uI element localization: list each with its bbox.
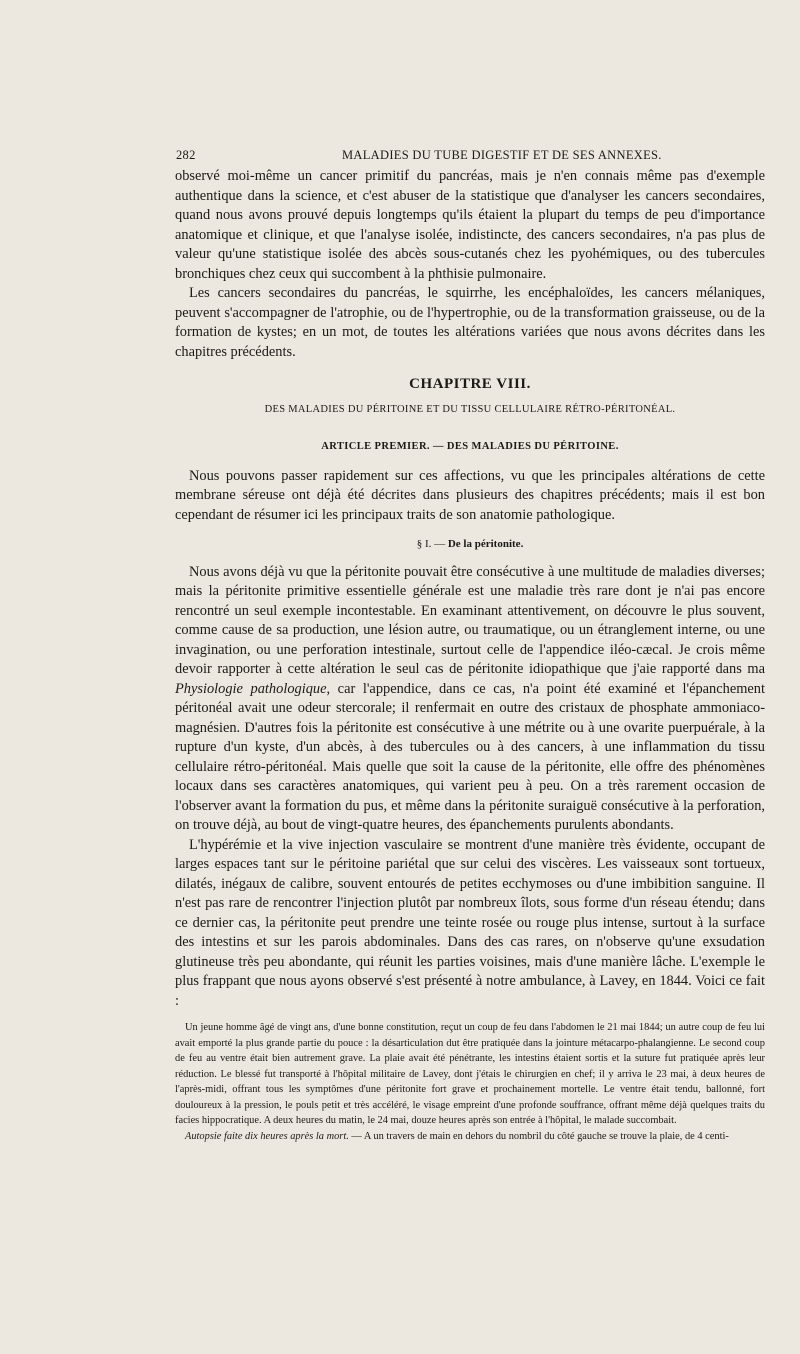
- section-heading: [175, 535, 765, 555]
- section-title: De la péritonite.: [447, 538, 524, 550]
- running-title: MALADIES DU TUBE DIGESTIF ET DE SES ANNEXES.: [342, 148, 662, 162]
- page-number: 282: [176, 148, 196, 162]
- paragraph-pancreas-cancers: Les cancers secondaires du pancréas, le squirrhe, les encéphaloïdes, les cancers mélaniques, peuvent s'accompagner de l'atrophie, ou de l'hypertrophie, ou de la transformation graisseuse, ou de la formation de kystes; en un mot, de toutes les altérations variées que nous avons décrites dans les chapitres précédents.: [175, 285, 765, 360]
- book-title-italic: Physiologie pathologique: [175, 680, 327, 697]
- article-title: ARTICLE PREMIER. — DES MALADIES DU PÉRITOINE.: [321, 441, 619, 452]
- running-header: [176, 148, 764, 168]
- autopsy-heading: Autopsie faite dix heures après la mort.: [185, 1130, 349, 1142]
- case-observation: [175, 1020, 765, 1144]
- paragraph-continuation: observé moi-même un cancer primitif du pancréas, mais je n'en connais même pas d'exemple authentique dans la science, et c'est abuser de la statistique que d'analyser les cancers secondaires, quand nous avons prouvé depuis longtemps qu'ils étaient la plupart du temps de peu d'importance anatomique et clinique, et que l'analyse isolée, indistincte, des cancers secondaires, n'a pas plus de valeur qu'une statistique isolée des abcès sous-cutanés chez les pyohémiques, ou des tubercules bronchiques chez ceux qui succombent à la phthisie pulmonaire.: [175, 168, 765, 282]
- text-run: , car l'appendice, dans ce cas, n'a point été examiné et l'épanchement péritonéal avait une odeur stercorale; il renfermait en outre des cristaux de phosphate ammoniaco-magnésien. D'autres fois la péritonite est consécutive à une métrite ou à une ovarite puerpuérale, à la rupture d'un kyste, d'un abcès, à des tubercules ou à des cancers, à une inflammation du tissu cellulaire rétro-péritonéal. Mais quelle que soit la cause de la péritonite, elle offre des phénomènes locaux dans ses caractères anatomiques, qui varient peu à peu. On a très rarement occasion de l'observer avant la formation du pus, et même dans la péritonite suraiguë consécutive à la perforation, on trouve déjà, au bout de vingt-quatre heures, des épanchements purulents abondants.: [175, 680, 765, 833]
- autopsy-line: [175, 1129, 765, 1145]
- case-text: Un jeune homme âgé de vingt ans, d'une bonne constitution, reçut un coup de feu dans l'abdomen le 21 mai 1844; un autre coup de feu lui avait emporté la plus grande partie du pouce : la désarticulation dut être pratiquée dans la jointure métacarpo-phalangienne. Le second coup de feu au ventre était bien autrement grave. La plaie avait été pénétrante, les intestins étaient sortis et la suture fut pratiquée après leur réduction. Le blessé fut transporté à l'hôpital militaire de Lavey, dont j'étais le chirurgien en chef; il y arriva le 23 mai, à deux heures de l'après-midi, offrant tous les symptômes d'une péritonite fort grave et prochainement mortelle. Le ventre était tendu, ballonné, fort douloureux à la pression, le pouls petit et très accéléré, le visage empreint d'une profonde souffrance, offrant même déjà quelques traits du facies hippocratique. A deux heures du matin, le 24 mai, douze heures après son entrée à l'hôpital, le malade succombait.: [175, 1022, 765, 1126]
- paragraph-hyperemie: L'hypérémie et la vive injection vasculaire se montrent d'une manière très évidente, occupant de larges espaces tant sur le péritoine pariétal que sur celui des viscères. Les vaisseaux sont tortueux, dilatés, inégaux de calibre, souvent entourés de petites ecchymoses ou d'une imbibition sanguine. Il n'est pas rare de rencontrer l'injection plutôt par nombreux îlots, sous forme d'un réseau étendu; dans ce dernier cas, la péritonite peut prendre une teinte rosée ou rouge plus intense, surtout à la surface des intestins et sur les parois abdominales. Dans des cas rares, on n'observe qu'une exsudation glutineuse très peu abondante, qui réunit les parties voisines, mais d'une manière lâche. L'exemple le plus frappant que nous ayons observé s'est présenté à notre ambulance, à Lavey, en 1844. Voici ce fait :: [175, 836, 765, 1009]
- chapter-subtitle: DES MALADIES DU PÉRITOINE ET DU TISSU CELLULAIRE RÉTRO-PÉRITONÉAL.: [264, 403, 676, 415]
- paragraph-peritonite-causes: [175, 563, 765, 836]
- paragraph-article-intro: Nous pouvons passer rapidement sur ces affections, vu que les principales altérations de cette membrane séreuse ont déjà été décrites dans plusieurs des chapitres précédents; mais il est bon cependant de résumer ici les principaux traits de son anatomie pathologique.: [175, 467, 765, 523]
- autopsy-text: — A un travers de main en dehors du nombril du côté gauche se trouve la plaie, de 4 centi-: [348, 1130, 729, 1142]
- section-prefix: § I. —: [416, 538, 448, 550]
- page-body: [175, 167, 765, 1144]
- chapter-title: CHAPITRE VIII.: [409, 376, 531, 392]
- text-run: Nous avons déjà vu que la péritonite pouvait être consécutive à une multitude de maladies diverses; mais la péritonite primitive essentielle générale est une maladie très rare dont je n'ai pas encore rencontré un seul exemple incontestable. En examinant attentivement, on découvre le plus souvent, comme cause de sa production, une lésion autre, ou traumatique, ou un étranglement interne, ou une invagination, ou une perforation intestinale, surtout celle de l'appendice iléo-cæcal. Je crois même devoir rapporter à cette altération le seul cas de péritonite idiopathique que j'aie rapporté dans ma: [175, 563, 765, 677]
